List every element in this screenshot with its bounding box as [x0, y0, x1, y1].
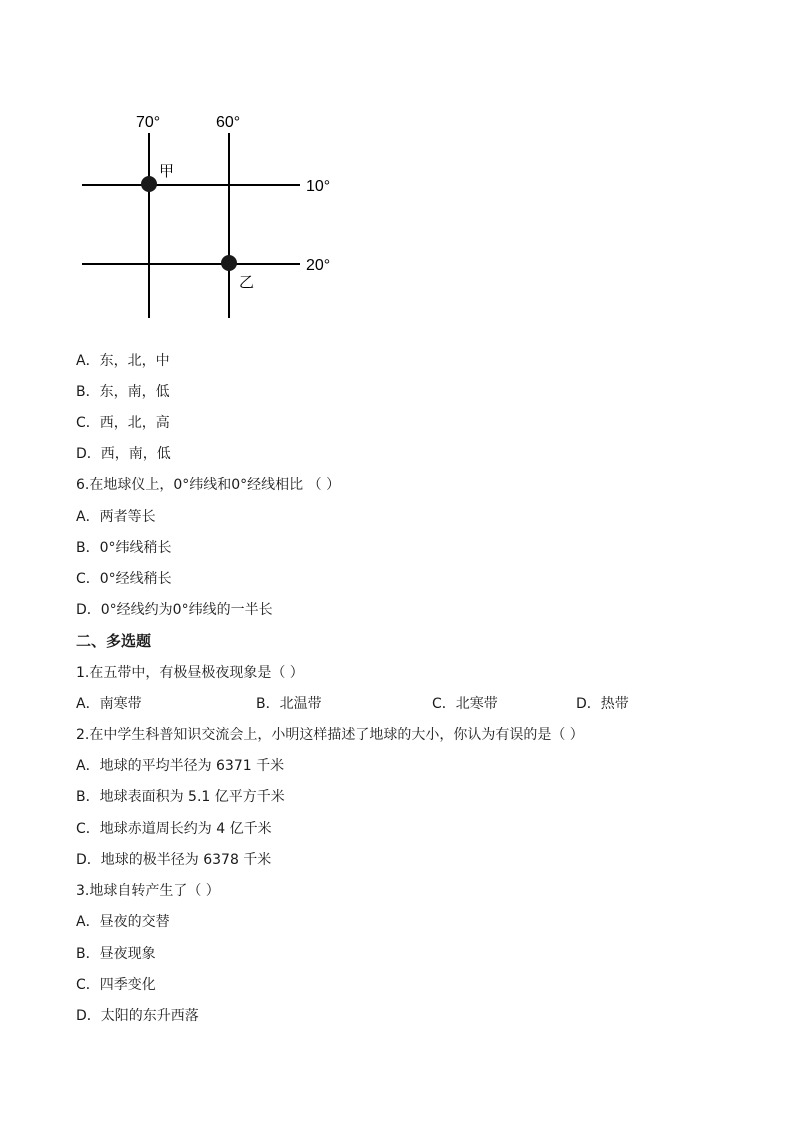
lat-lon-grid-figure: [0, 0, 360, 330]
s2-q1-option-c: C．北寒带: [432, 696, 498, 712]
longitude-label-60: 60°: [216, 114, 241, 131]
s2-q1-option-b: B．北温带: [256, 696, 322, 712]
s2-q1-stem: 1.在五带中，有极昼极夜现象是（ ）: [76, 665, 304, 681]
s2-q3-option-a: A．昼夜的交替: [76, 914, 170, 930]
latitude-label-10: 10°: [306, 178, 331, 195]
s2-q1-options-row: [76, 695, 716, 713]
point-jia-label: 甲: [159, 162, 175, 180]
s2-q1-option-d: D．热带: [576, 696, 629, 712]
q6-option-c: C．0°经线稍长: [76, 571, 172, 587]
q6-option-b: B．0°纬线稍长: [76, 540, 172, 556]
latitude-label-20: 20°: [306, 257, 331, 274]
q5-option-c: C．西，北，高: [76, 415, 170, 431]
s2-q2-option-a: A．地球的平均半径为 6371 千米: [76, 758, 285, 774]
longitude-label-70: 70°: [136, 114, 161, 131]
q5-option-b: B．东，南，低: [76, 384, 170, 400]
q5-option-d: D．西，南，低: [76, 446, 171, 462]
q6-stem: 6.在地球仪上，0°纬线和0°经线相比 （ ）: [76, 477, 341, 493]
s2-q3-option-c: C．四季变化: [76, 977, 156, 993]
s2-q3-stem: 3.地球自转产生了（ ）: [76, 883, 220, 899]
point-yi-marker: [221, 255, 237, 271]
s2-q2-option-c: C．地球赤道周长约为 4 亿千米: [76, 821, 272, 837]
s2-q1-option-a: A．南寒带: [76, 696, 142, 712]
s2-q3-option-b: B．昼夜现象: [76, 946, 156, 962]
section-heading: 二、多选题: [76, 632, 152, 650]
s2-q2-option-b: B．地球表面积为 5.1 亿平方千米: [76, 789, 285, 805]
s2-q2-option-d: D．地球的极半径为 6378 千米: [76, 852, 272, 868]
point-jia-marker: [141, 176, 157, 192]
s2-q2-stem: 2.在中学生科普知识交流会上，小明这样描述了地球的大小，你认为有误的是（ ）: [76, 727, 584, 743]
q6-option-d: D．0°经线约为0°纬线的一半长: [76, 602, 273, 618]
s2-q3-option-d: D．太阳的东升西落: [76, 1008, 199, 1024]
q5-option-a: A．东，北，中: [76, 353, 170, 369]
q6-option-a: A．两者等长: [76, 509, 156, 525]
point-yi-label: 乙: [239, 273, 255, 291]
